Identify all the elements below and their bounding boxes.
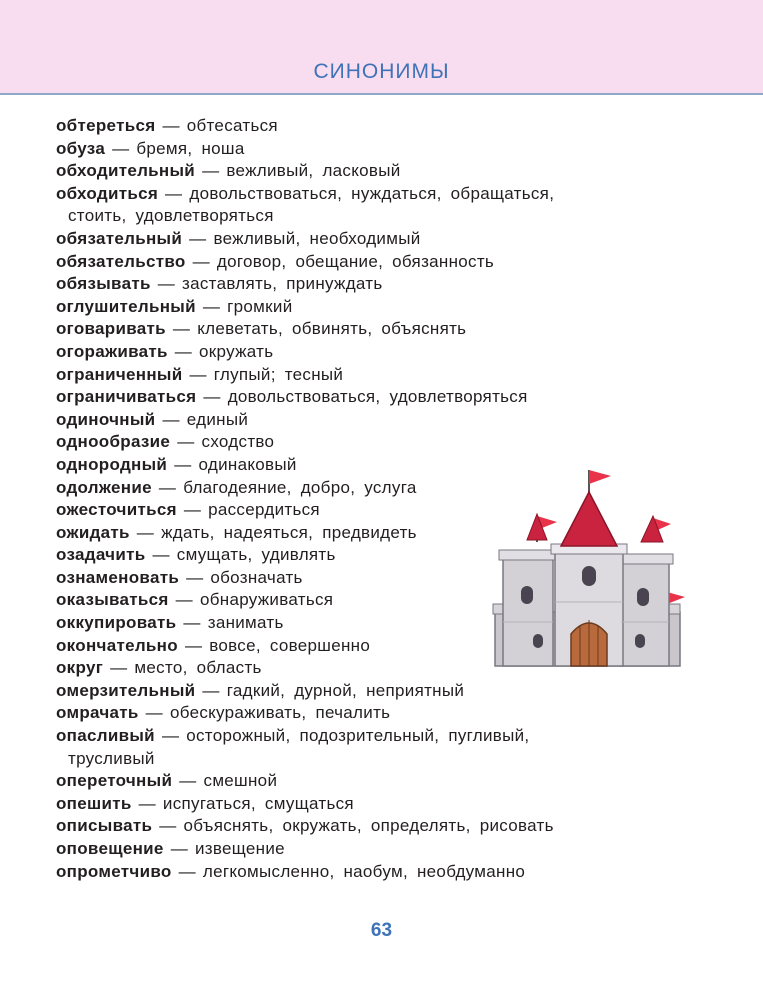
- entry-word: обязывать: [56, 274, 151, 294]
- entry-oglushitelny: [56, 296, 656, 319]
- entry-synonyms: рассердиться: [208, 500, 320, 520]
- entry-synonyms: довольствоваться, удовлетворяться: [227, 387, 528, 407]
- entry-word: омрачать: [56, 703, 139, 723]
- entry-word: округ: [56, 658, 104, 678]
- entry-omrachat: [56, 702, 656, 725]
- entry-synonyms: ждать, надеяться, предвидеть: [161, 522, 417, 542]
- entry-word: окончательно: [56, 635, 178, 655]
- entry-dash: —: [162, 116, 180, 135]
- entry-dash: —: [179, 771, 197, 791]
- entry-synonyms: осторожный, подозрительный, пугливый,: [186, 726, 530, 746]
- entry-ogranichivatsya: [56, 386, 656, 409]
- entry-synonyms: одинаковый: [198, 454, 297, 474]
- entry-obkhoditsya: [56, 183, 656, 206]
- entry-opisyvat: [56, 815, 656, 838]
- entry-synonyms: смешной: [203, 771, 278, 791]
- entry-word: обязательный: [56, 228, 183, 248]
- entry-synonyms: бремя, ноша: [136, 138, 245, 158]
- entry-synonyms: объяснять, окружать, определять, рисовать: [183, 816, 554, 836]
- entry-dash: —: [174, 341, 193, 361]
- entry-continuation: трусливый: [68, 748, 155, 768]
- entry-word: однородный: [56, 454, 168, 474]
- entry-ogorazhivat: [56, 341, 656, 364]
- entry-odinochny: [56, 409, 656, 432]
- entry-synonyms: испугаться, смущаться: [162, 793, 354, 813]
- entry-dash: —: [186, 567, 204, 587]
- entry-opaslivy: [56, 725, 656, 748]
- entry-word: обходительный: [56, 161, 196, 181]
- entry-synonyms: обнаруживаться: [199, 590, 334, 610]
- entry-synonyms: окружать: [199, 341, 274, 361]
- entry-word: обуза: [56, 138, 106, 158]
- entry-synonyms: вовсе, совершенно: [209, 635, 371, 655]
- entry-dash: —: [136, 522, 155, 542]
- entry-opoveshchenie: [56, 838, 656, 861]
- entry-word: однообразие: [56, 432, 171, 452]
- entry-dash: —: [202, 296, 221, 316]
- entry-obteretsya: [56, 115, 656, 138]
- entry-word: ограниченный: [56, 364, 183, 384]
- page-header: [0, 0, 763, 95]
- entry-dash: —: [177, 432, 195, 452]
- entry-obyazyvat: [56, 273, 656, 296]
- entry-dash: —: [183, 500, 202, 520]
- entry-dash: —: [161, 726, 180, 746]
- entry-oprometchivo: [56, 861, 656, 884]
- entry-dash: —: [159, 816, 177, 836]
- entry-dash: —: [172, 319, 191, 339]
- entry-synonyms: смущать, удивлять: [176, 545, 336, 565]
- castle-icon: [485, 462, 690, 672]
- entry-dash: —: [112, 138, 130, 158]
- entry-word: оккупировать: [56, 613, 177, 633]
- entry-dash: —: [184, 635, 203, 655]
- entry-word: ограничиваться: [56, 387, 197, 407]
- entry-word: опереточный: [56, 771, 173, 791]
- entry-word: оговаривать: [56, 319, 166, 339]
- entry-word: опасливый: [56, 726, 155, 746]
- entry-synonyms: место, область: [134, 658, 262, 678]
- entry-continuation: стоить, удовлетворяться: [68, 206, 274, 226]
- entry-word: обязательство: [56, 251, 186, 271]
- entry-obyazatelstvo: [56, 251, 656, 274]
- entry-dash: —: [110, 658, 128, 678]
- entry-dash: —: [157, 274, 176, 294]
- entry-synonyms: заставлять, принуждать: [182, 274, 383, 294]
- entry-synonyms: громкий: [227, 296, 293, 316]
- entry-synonyms: извещение: [195, 839, 285, 858]
- entry-dash: —: [165, 183, 183, 203]
- entry-synonyms: вежливый, необходимый: [213, 228, 421, 248]
- entry-dash: —: [189, 228, 207, 248]
- entry-dash: —: [189, 364, 207, 384]
- entry-dash: —: [202, 161, 220, 181]
- page-number: 63: [370, 920, 393, 941]
- entry-obkhoditelny: [56, 160, 656, 183]
- entry-synonyms: легкомысленно, наобум, необдуманно: [202, 861, 526, 881]
- entry-dash: —: [145, 703, 163, 723]
- entry-obuza: [56, 138, 656, 161]
- entry-opeshit: [56, 793, 656, 816]
- entry-dash: —: [158, 477, 177, 497]
- entry-synonyms: сходство: [201, 432, 275, 452]
- entry-word: опрометчиво: [56, 861, 172, 881]
- entry-synonyms: обтесаться: [186, 116, 278, 135]
- entry-word: описывать: [56, 816, 153, 836]
- entry-dash: —: [192, 251, 210, 271]
- entry-dash: —: [203, 387, 221, 407]
- entry-synonyms: гадкий, дурной, неприятный: [226, 680, 465, 700]
- entry-synonyms: вежливый, ласковый: [226, 161, 401, 181]
- entry-dash: —: [170, 839, 189, 858]
- entry-ogranichenny: [56, 364, 656, 387]
- entry-dash: —: [202, 680, 220, 700]
- entry-synonyms: довольствоваться, нуждаться, обращаться,: [189, 183, 555, 203]
- entry-word: озадачить: [56, 545, 146, 565]
- entry-dash: —: [152, 545, 170, 565]
- entry-synonyms: клеветать, обвинять, объяснять: [197, 319, 467, 339]
- entry-dash: —: [178, 861, 196, 881]
- entry-word: оглушительный: [56, 296, 196, 316]
- entry-word: ожесточиться: [56, 500, 177, 520]
- entry-word: обходиться: [56, 183, 159, 203]
- entry-synonyms: занимать: [207, 613, 284, 633]
- entry-omerzitelny: [56, 680, 656, 703]
- page-title: СИНОНИМЫ: [313, 60, 450, 83]
- entry-word: опешить: [56, 793, 132, 813]
- entry-word: одиночный: [56, 409, 156, 429]
- entry-operetochny: [56, 770, 656, 793]
- entry-word: огораживать: [56, 341, 168, 361]
- entry-synonyms: глупый; тесный: [213, 364, 344, 384]
- entry-dash: —: [162, 409, 180, 429]
- entry-odnoobrazie: [56, 431, 656, 454]
- entry-word: одолжение: [56, 477, 152, 497]
- entry-word: ожидать: [56, 522, 130, 542]
- entry-obyazatelny: [56, 228, 656, 251]
- entry-dash: —: [175, 590, 193, 610]
- entry-dash: —: [183, 613, 201, 633]
- entry-dash: —: [174, 454, 192, 474]
- entry-ogovarivat: [56, 318, 656, 341]
- entry-word: обтереться: [56, 116, 156, 135]
- entry-synonyms: благодеяние, добро, услуга: [183, 477, 417, 497]
- entry-synonyms: обескураживать, печалить: [169, 703, 391, 723]
- entry-synonyms: единый: [186, 409, 249, 429]
- entry-synonyms: обозначать: [210, 567, 303, 587]
- entry-synonyms: договор, обещание, обязанность: [216, 251, 495, 271]
- entry-word: омерзительный: [56, 680, 196, 700]
- entry-word: оказываться: [56, 590, 169, 610]
- entry-word: ознаменовать: [56, 567, 180, 587]
- entry-word: оповещение: [56, 839, 164, 858]
- entry-dash: —: [138, 793, 156, 813]
